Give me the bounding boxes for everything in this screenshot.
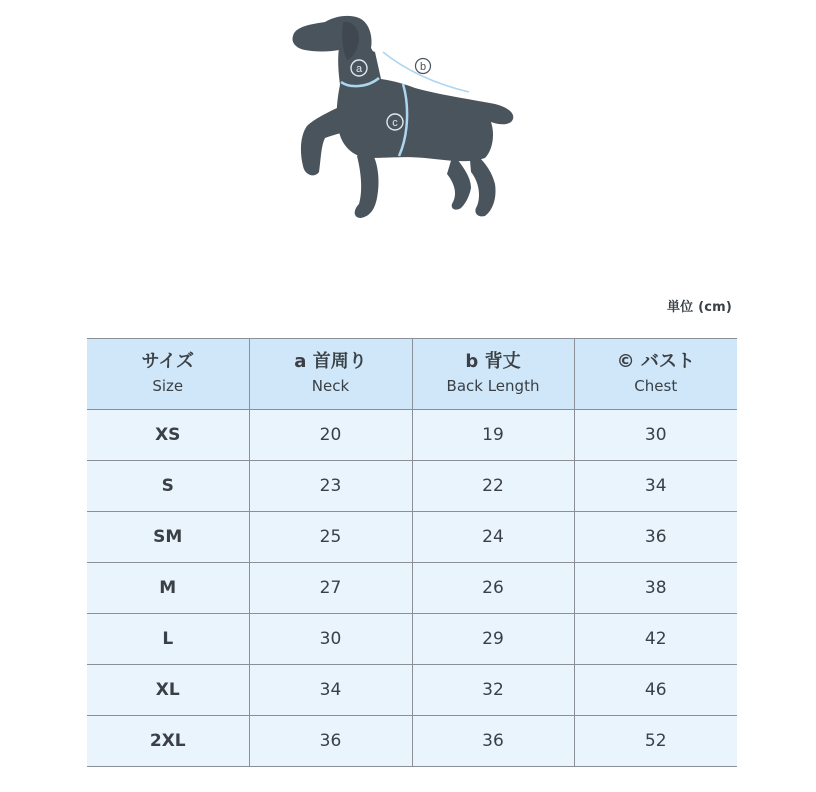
dog-illustration [285, 8, 525, 223]
chest-cell: 42 [574, 614, 737, 665]
table-row [87, 614, 737, 665]
unit-label: 単位 (cm) [666, 300, 732, 315]
dog-silhouette [293, 16, 514, 218]
neck-cell: 30 [249, 614, 412, 665]
neck-cell: 27 [249, 563, 412, 614]
back-length-cell: 36 [412, 716, 574, 767]
neck-cell: 23 [249, 461, 412, 512]
back-length-cell: 29 [412, 614, 574, 665]
svg-text:c: c [392, 117, 398, 129]
header-neck [249, 339, 412, 410]
table-row [87, 716, 737, 767]
size-cell: SM [87, 512, 249, 563]
svg-text:a: a [355, 63, 363, 75]
size-cell: L [87, 614, 249, 665]
neck-cell: 25 [249, 512, 412, 563]
header-back-length [412, 339, 574, 410]
header-size [87, 339, 249, 410]
table-row [87, 563, 737, 614]
neck-cell: 20 [249, 410, 412, 461]
header-back-length-en: Back Length [446, 377, 540, 395]
table-row [87, 461, 737, 512]
svg-text:b: b [419, 61, 427, 73]
chest-cell: 52 [574, 716, 737, 767]
size-cell: 2XL [87, 716, 249, 767]
size-cell: XL [87, 665, 249, 716]
chest-cell: 38 [574, 563, 737, 614]
back-length-cell: 22 [412, 461, 574, 512]
marker-b [416, 59, 431, 74]
table-row [87, 512, 737, 563]
header-chest [574, 339, 737, 410]
dog-measurement-figure [285, 8, 525, 223]
table-row [87, 665, 737, 716]
header-chest-jp: © バスト [616, 351, 695, 372]
size-cell: XS [87, 410, 249, 461]
back-length-cell: 32 [412, 665, 574, 716]
chest-cell: 36 [574, 512, 737, 563]
chest-cell: 30 [574, 410, 737, 461]
back-length-cell: 19 [412, 410, 574, 461]
size-chart-table [87, 338, 737, 767]
back-length-cell: 26 [412, 563, 574, 614]
size-cell: S [87, 461, 249, 512]
header-size-jp: サイズ [141, 351, 195, 372]
chest-cell: 46 [574, 665, 737, 716]
header-neck-jp: a 首周り [294, 351, 367, 372]
header-row [87, 339, 737, 410]
neck-cell: 36 [249, 716, 412, 767]
table-row [87, 410, 737, 461]
size-cell: M [87, 563, 249, 614]
header-back-length-jp: b 背丈 [465, 351, 521, 372]
back-length-cell: 24 [412, 512, 574, 563]
neck-cell: 34 [249, 665, 412, 716]
header-chest-en: Chest [634, 377, 678, 395]
chest-cell: 34 [574, 461, 737, 512]
header-size-en: Size [152, 377, 184, 395]
header-neck-en: Neck [311, 377, 350, 395]
